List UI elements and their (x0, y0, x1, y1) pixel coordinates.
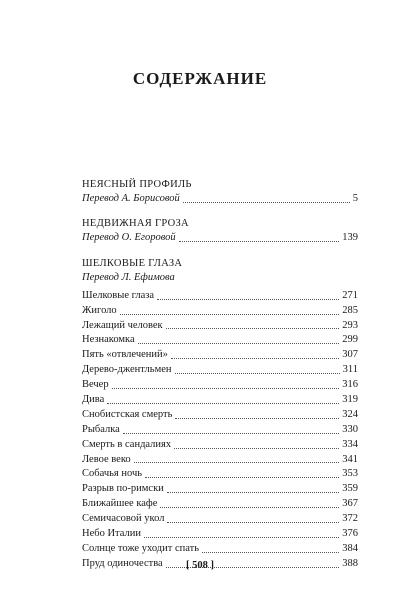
table-of-contents (82, 178, 358, 572)
toc-title: СОДЕРЖАНИЕ (132, 69, 268, 88)
section-title-3: ШЕЛКОВЫЕ ГЛАЗА (82, 257, 183, 269)
dot-leader (123, 433, 339, 434)
dot-leader (179, 241, 340, 242)
page-number: 285 (342, 304, 358, 316)
entry-title: Снобистская смерть (82, 408, 173, 420)
section-title-1: НЕЯСНЫЙ ПРОФИЛЬ (82, 179, 192, 190)
dot-leader (171, 358, 339, 359)
dot-leader (107, 403, 339, 404)
page-number: 139 (342, 231, 358, 243)
toc-entry (82, 438, 358, 453)
page-number: 5 (352, 192, 358, 204)
page-number: 376 (342, 528, 358, 540)
page-number: 384 (342, 542, 358, 554)
page-number: 334 (342, 438, 358, 450)
page-number: 330 (342, 423, 358, 435)
page-number: 319 (342, 394, 358, 405)
dot-leader (202, 552, 339, 553)
entry-title: Пять «отвлечений» (82, 349, 168, 361)
dot-leader (145, 477, 339, 478)
dot-leader (157, 299, 339, 300)
page-number: 271 (342, 289, 358, 301)
toc-entry (82, 512, 358, 527)
dot-leader (134, 462, 340, 463)
toc-entry (82, 319, 358, 334)
page-number: 311 (342, 364, 358, 376)
dot-leader (174, 448, 339, 449)
dot-leader (120, 314, 340, 315)
entry-title: Ближайшее кафе (82, 498, 158, 510)
translator-credit-3: Перевод Л. Ефимова (82, 271, 175, 283)
page-number: 359 (342, 483, 358, 495)
entry-title: Рыбалка (82, 423, 120, 435)
dot-leader (183, 202, 350, 203)
dot-leader (144, 537, 339, 538)
entry-title: Лежащий человек (82, 319, 163, 331)
toc-entry (82, 363, 358, 378)
toc-entry (82, 423, 358, 438)
entry-title: Дерево-джентльмен (82, 364, 172, 376)
entry-title: Шелковые глаза (82, 289, 155, 301)
toc-entry (82, 289, 358, 304)
toc-entry (82, 348, 358, 363)
entry-title: Семичасовой укол (82, 513, 165, 525)
page-number: 372 (342, 513, 358, 525)
toc-entry (82, 408, 358, 423)
dot-leader (166, 328, 340, 329)
toc-entry (82, 527, 358, 542)
entry-title: Смерть в сандалиях (82, 438, 172, 450)
translator-credit-2: Перевод О. Егоровой (82, 231, 176, 243)
dot-leader (138, 343, 340, 344)
toc-entry (82, 467, 358, 482)
entry-title: Дива (82, 394, 105, 405)
dot-leader (175, 373, 340, 374)
entry-title: Левое веко (82, 453, 131, 465)
dot-leader (160, 507, 339, 508)
toc-entry (82, 453, 358, 468)
toc-entry-section-2 (82, 231, 358, 246)
entry-title: Пруд одиночества (82, 557, 163, 569)
toc-entry (82, 542, 358, 557)
entry-title: Разрыв по-римски (82, 483, 164, 495)
entry-title: Незнакомка (82, 334, 135, 346)
entry-title: Жиголо (82, 304, 117, 316)
page-number: 316 (342, 379, 358, 391)
page-number: 307 (342, 349, 358, 361)
entry-title: Солнце тоже уходит спать (82, 542, 199, 554)
toc-entry (82, 497, 358, 512)
toc-entry-section-1 (82, 192, 358, 207)
page-number: 324 (342, 408, 358, 420)
dot-leader (175, 418, 339, 419)
section-title-2: НЕДВИЖНАЯ ГРОЗА (82, 217, 189, 229)
toc-entry (82, 393, 358, 408)
page-number: 293 (342, 319, 358, 331)
page-number: 341 (342, 453, 358, 465)
toc-entry (82, 378, 358, 393)
page-number: 367 (342, 498, 358, 510)
page-folio: [ 508 ] (186, 560, 214, 571)
translator-credit-1: Перевод А. Борисовой (82, 192, 180, 204)
dot-leader (112, 388, 340, 389)
dot-leader (167, 522, 339, 523)
entry-title: Вечер (82, 379, 109, 391)
toc-entry (82, 304, 358, 319)
page-number: 353 (342, 468, 358, 480)
toc-entry (82, 333, 358, 348)
page-number: 299 (342, 334, 358, 346)
entry-title: Небо Италии (82, 528, 141, 540)
page-number: 388 (342, 557, 358, 569)
dot-leader (167, 492, 339, 493)
entry-title: Собачья ночь (82, 468, 143, 480)
toc-entry (82, 482, 358, 497)
